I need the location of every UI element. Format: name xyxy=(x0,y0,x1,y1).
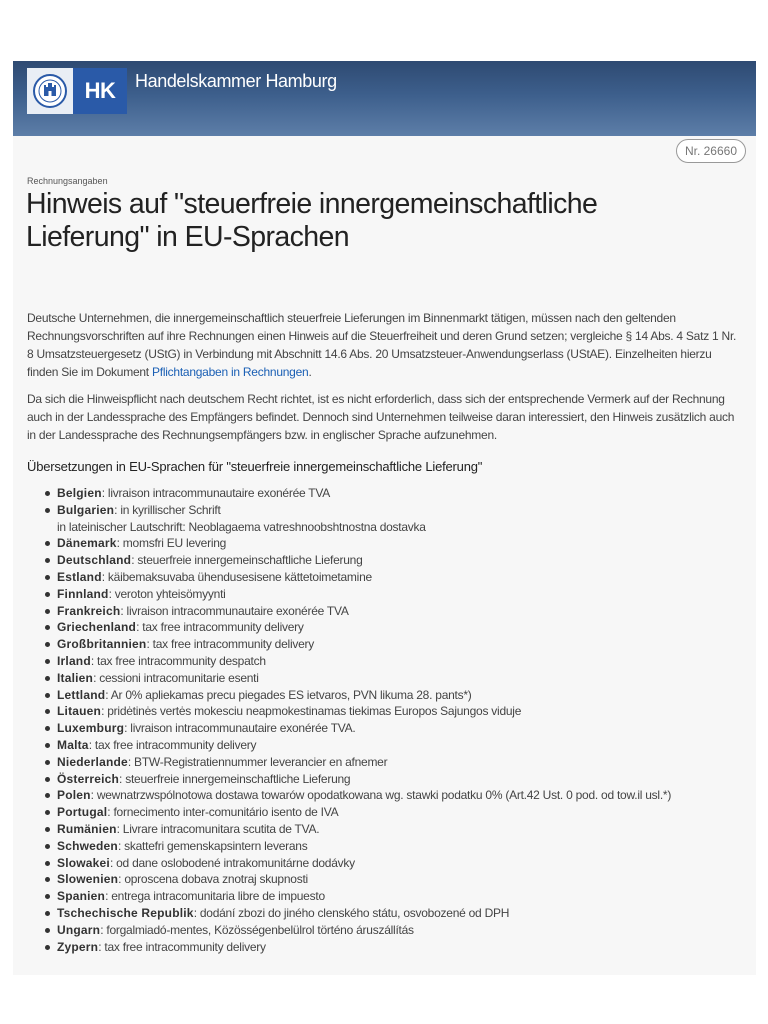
country-name: Großbritannien xyxy=(57,637,147,652)
list-item xyxy=(57,535,745,552)
document-number-badge: Nr. 26660 xyxy=(676,139,746,163)
translation-text: : steuerfreie innergemeinschaftliche Lieferung xyxy=(131,553,363,568)
translation-text: : entrega intracomunitaria libre de impuesto xyxy=(105,889,325,904)
translation-text: : od dane oslobodené intrakomunitárne dodávky xyxy=(109,855,355,870)
list-item xyxy=(57,569,745,586)
page-container xyxy=(13,61,756,975)
list-item xyxy=(57,636,745,653)
bullet-icon xyxy=(45,659,50,664)
bullet-icon xyxy=(45,877,50,882)
country-name: Deutschland xyxy=(57,553,132,568)
translation-text: : livraison intracommunautaire exonérée TVA xyxy=(120,603,349,618)
country-name: Tschechische Republik xyxy=(57,905,194,920)
list-item xyxy=(57,737,745,754)
country-name: Rumänien xyxy=(57,821,117,836)
intro-text: Deutsche Unternehmen, die innergemeinschaftlich steuerfreie Lieferungen im Binnenmarkt tätigen, müssen nach den geltenden Rechnungsvorschriften auf ihre Rechnungen einen Hinweis auf die Steuerfreiheit und deren Grund setzen; vergleiche § 14 Abs. 4 Satz 1 Nr. 8 Umsatzsteuergesetz (UStG) in Verbindung mit Abschnitt 14.6 Abs. 20 Umsatzsteuer-Anwendungserlass (UStAE). Einzelheiten hierzu finden Sie im Dokument xyxy=(27,311,737,379)
list-item xyxy=(57,552,745,569)
list-item xyxy=(57,804,745,821)
translation-text: : forgalmiadó-mentes, Közösségenbelülrol történo áruszállítás xyxy=(100,922,414,937)
country-name: Luxemburg xyxy=(57,721,125,736)
list-item xyxy=(57,653,745,670)
country-name: Griechenland xyxy=(57,620,137,635)
country-name: Österreich xyxy=(57,771,120,786)
list-item xyxy=(57,619,745,636)
translation-text: : momsfri EU levering xyxy=(116,536,227,551)
country-name: Finnland xyxy=(57,586,109,601)
intro-paragraph-1 xyxy=(27,309,745,381)
translation-text: : wewnatrzwspólnotowa dostawa towarów opodatkowana wg. stawki podatku 0% (Art.42 Ust. 0 pod. od tow.il usl.*) xyxy=(90,788,672,803)
intro-paragraph-2: Da sich die Hinweispflicht nach deutschem Recht richtet, ist es nicht erforderlich, dass sich der entsprechende Vermerk auf der Rechnung auch in der Landessprache des Empfängers befindet. Dennoch sind Unternehmen teilweise daran interessiert, den Hinweis zusätzlich auch in der Landessprache des Rechnungsempfängers bzw. in englischer Sprache aufzunehmen. xyxy=(27,392,735,442)
list-item xyxy=(57,754,745,771)
translation-text: : skattefri gemenskapsintern leverans xyxy=(117,838,308,853)
country-name: Polen xyxy=(57,788,91,803)
bullet-icon xyxy=(45,642,50,647)
bullet-icon xyxy=(45,709,50,714)
bullet-icon xyxy=(45,592,50,597)
logo[interactable] xyxy=(27,68,127,114)
translation-text: : cessioni intracomunitarie esenti xyxy=(93,670,259,685)
country-name: Dänemark xyxy=(57,536,117,551)
list-item xyxy=(57,871,745,888)
bullet-icon xyxy=(45,575,50,580)
country-name: Slowenien xyxy=(57,872,119,887)
translation-text: : tax free intracommunity delivery xyxy=(88,737,257,752)
bullet-icon xyxy=(45,945,50,950)
bullet-icon xyxy=(45,491,50,496)
translation-text: : Ar 0% apliekamas precu piegades ES ietvaros, PVN likuma 28. pants*) xyxy=(105,687,472,702)
list-item xyxy=(57,821,745,838)
country-name: Ungarn xyxy=(57,922,101,937)
list-item xyxy=(57,687,745,704)
translation-text: : dodání zbozi do jiného clenského státu, osvobozené od DPH xyxy=(193,905,510,920)
translation-text: : fornecimento inter-comunitário isento de IVA xyxy=(107,805,339,820)
list-item xyxy=(57,586,745,603)
bullet-icon xyxy=(45,558,50,563)
translation-text: : tax free intracommunity delivery xyxy=(146,637,315,652)
page-title: Hinweis auf "steuerfreie innergemeinschaftliche Lieferung" in EU-Sprachen xyxy=(26,188,598,253)
bullet-icon xyxy=(45,911,50,916)
city-seal-icon xyxy=(27,68,73,114)
bullet-icon xyxy=(45,777,50,782)
country-name: Italien xyxy=(57,670,94,685)
bullet-icon xyxy=(45,693,50,698)
country-name: Zypern xyxy=(57,939,99,954)
translations-heading: Übersetzungen in EU-Sprachen für "steuerfreie innergemeinschaftliche Lieferung" xyxy=(27,459,483,474)
country-list xyxy=(27,485,745,955)
list-item xyxy=(57,922,745,939)
country-name: Lettland xyxy=(57,687,106,702)
bullet-icon xyxy=(45,793,50,798)
translation-text: : steuerfreie innergemeinschaftliche Lieferung xyxy=(119,771,351,786)
pflichtangaben-link[interactable]: Pflichtangaben in Rechnungen xyxy=(151,365,309,379)
translation-text: : tax free intracommunity delivery xyxy=(98,939,266,954)
country-name: Belgien xyxy=(57,486,102,500)
header-banner xyxy=(13,61,756,136)
country-name: Malta xyxy=(57,737,89,752)
list-item xyxy=(57,888,745,905)
logo-hk-text: HK xyxy=(73,68,127,114)
bullet-icon xyxy=(45,541,50,546)
bullet-icon xyxy=(45,810,50,815)
country-name: Schweden xyxy=(57,838,118,853)
country-name: Niederlande xyxy=(57,754,128,769)
list-item xyxy=(57,502,745,536)
transliteration-text: in lateinischer Lautschrift: Neoblagaema vatreshnoobshtnostna dostavka xyxy=(57,519,426,534)
country-name: Slowakei xyxy=(57,855,110,870)
bullet-icon xyxy=(45,609,50,614)
translation-text: : in kyrillischer Schrift xyxy=(114,502,221,517)
list-item xyxy=(57,670,745,687)
translation-text: : livraison intracommunautaire exonérée TVA. xyxy=(124,721,356,736)
bullet-icon xyxy=(45,760,50,765)
bullet-icon xyxy=(45,894,50,899)
translation-text: : BTW-Registratiennummer leverancier en afnemer xyxy=(127,754,388,769)
translation-text: : livraison intracommunautaire exonérée TVA xyxy=(101,486,331,500)
translation-text: : käibemaksuvaba ühendusesisene kättetoimetamine xyxy=(101,569,372,584)
country-name: Estland xyxy=(57,569,102,584)
list-item xyxy=(57,855,745,872)
bullet-icon xyxy=(45,844,50,849)
country-name: Spanien xyxy=(57,889,106,904)
translation-text: : tax free intracommunity despatch xyxy=(90,653,266,668)
translation-text: : tax free intracommunity delivery xyxy=(136,620,304,635)
list-item xyxy=(57,838,745,855)
bullet-icon xyxy=(45,861,50,866)
list-item xyxy=(57,939,745,956)
country-name: Bulgarien xyxy=(57,502,115,517)
list-item xyxy=(57,603,745,620)
intro-end: . xyxy=(308,365,312,379)
list-item xyxy=(57,905,745,922)
bullet-icon xyxy=(45,508,50,513)
bullet-icon xyxy=(45,726,50,731)
country-name: Irland xyxy=(57,653,91,668)
translation-text: : pridėtinės vertės mokesciu neapmokestinamas tiekimas Europos Sajungos viduje xyxy=(101,704,522,719)
bullet-icon xyxy=(45,928,50,933)
translation-text: : oproscena dobava znotraj skupnosti xyxy=(118,872,308,887)
translation-text: : veroton yhteisömyynti xyxy=(108,586,226,601)
brand-name[interactable]: Handelskammer Hamburg xyxy=(135,71,337,91)
country-name: Frankreich xyxy=(57,603,121,618)
article-body xyxy=(27,309,745,955)
country-name: Portugal xyxy=(57,805,108,820)
country-name: Litauen xyxy=(57,704,102,719)
bullet-icon xyxy=(45,625,50,630)
list-item xyxy=(57,787,745,804)
bullet-icon xyxy=(45,743,50,748)
category-label: Rechnungsangaben xyxy=(27,176,108,186)
list-item xyxy=(57,485,745,502)
list-item xyxy=(57,771,745,788)
bullet-icon xyxy=(45,676,50,681)
bullet-icon xyxy=(45,827,50,832)
list-item xyxy=(57,720,745,737)
translation-text: : Livrare intracomunitara scutita de TVA. xyxy=(116,821,320,836)
list-item xyxy=(57,703,745,720)
